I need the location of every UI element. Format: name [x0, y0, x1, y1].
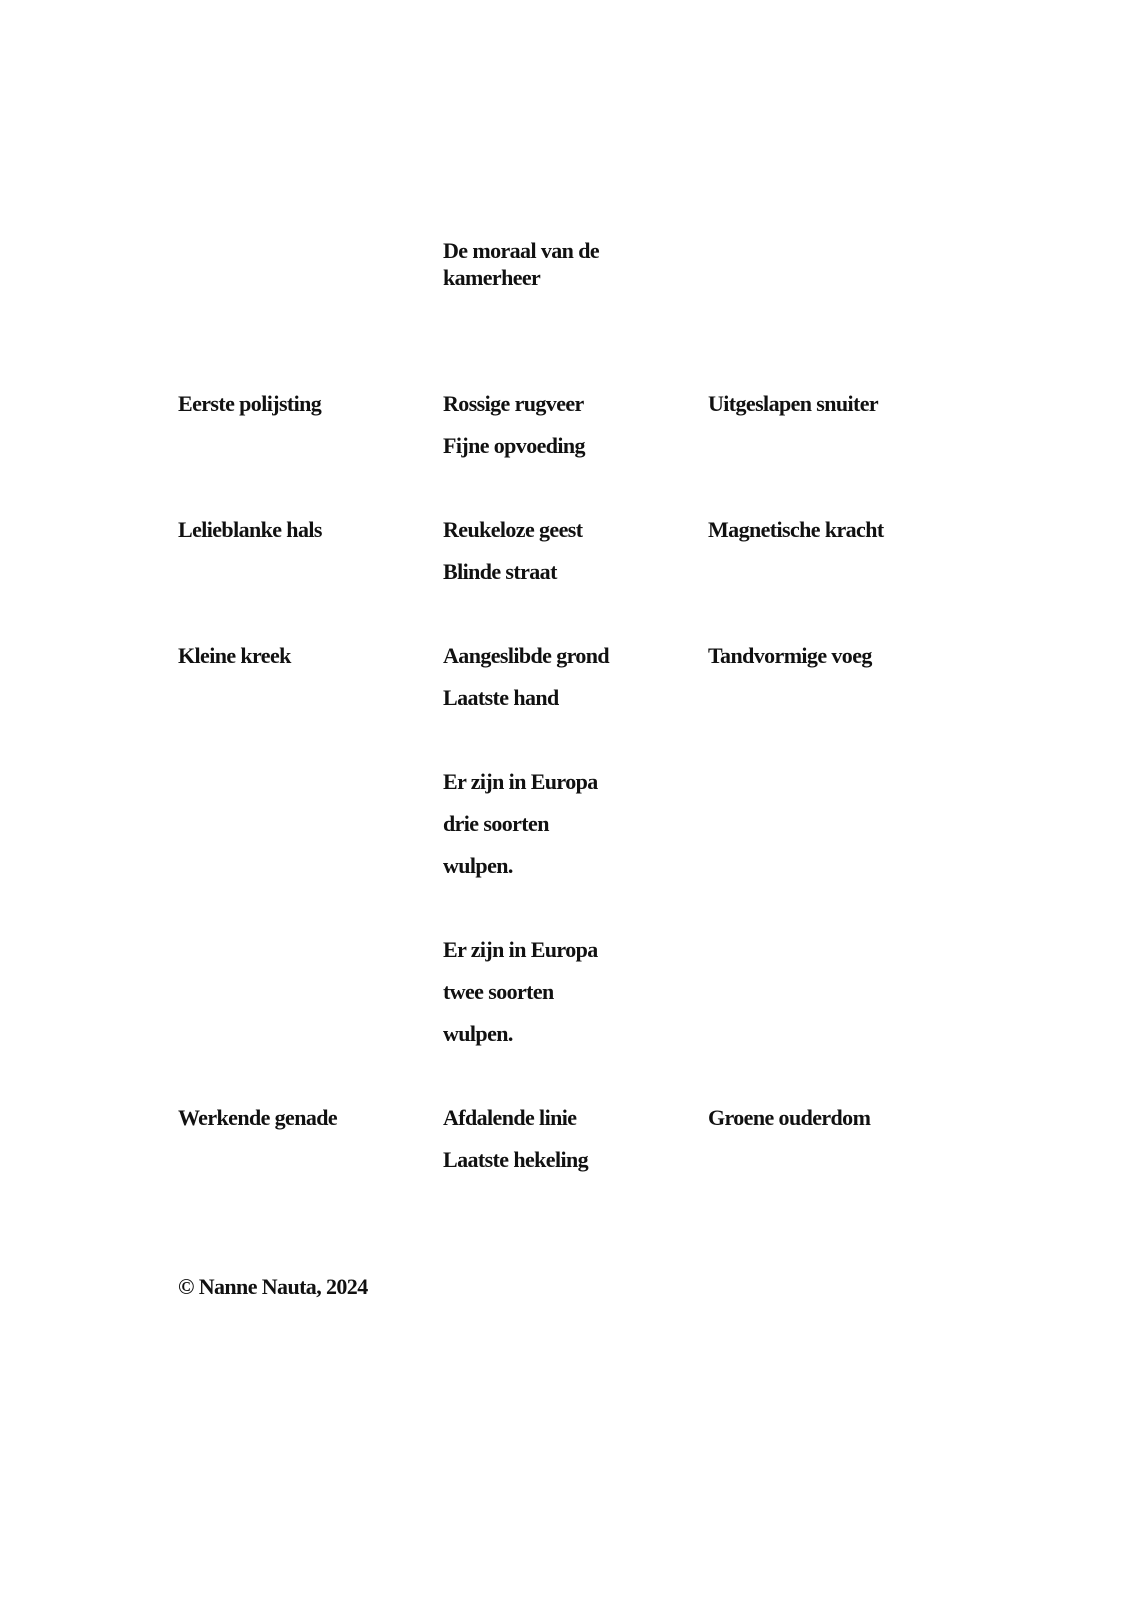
row-4-middle-2: Laatste hekeling	[443, 1147, 589, 1172]
stanza-1-line-1: Er zijn in Europa	[443, 769, 598, 794]
row-2-middle-2: Blinde straat	[443, 559, 557, 584]
row-1-right: Uitgeslapen snuiter	[708, 391, 879, 416]
row-3-middle-2: Laatste hand	[443, 685, 559, 710]
row-3-left: Kleine kreek	[178, 643, 291, 668]
title-line-2: kamerheer	[443, 265, 541, 290]
row-4-right: Groene ouderdom	[708, 1105, 871, 1130]
copyright-notice: © Nanne Nauta, 2024	[178, 1274, 368, 1299]
row-2-left: Lelieblanke hals	[178, 517, 322, 542]
row-3-right: Tandvormige voeg	[708, 643, 872, 668]
row-2-middle-1: Reukeloze geest	[443, 517, 583, 542]
row-1-middle-2: Fijne opvoeding	[443, 433, 585, 458]
title-line-1: De moraal van de	[443, 238, 599, 263]
stanza-1-line-3: wulpen.	[443, 853, 513, 878]
stanza-1-line-2: drie soorten	[443, 811, 549, 836]
stanza-2-line-1: Er zijn in Europa	[443, 937, 598, 962]
stanza-2-line-2: twee soorten	[443, 979, 554, 1004]
row-2-right: Magnetische kracht	[708, 517, 884, 542]
row-1-left: Eerste polijsting	[178, 391, 322, 416]
row-3-middle-1: Aangeslibde grond	[443, 643, 610, 668]
row-4-middle-1: Afdalende linie	[443, 1105, 577, 1130]
stanza-2-line-3: wulpen.	[443, 1021, 513, 1046]
row-1-middle-1: Rossige rugveer	[443, 391, 584, 416]
row-4-left: Werkende genade	[178, 1105, 338, 1130]
